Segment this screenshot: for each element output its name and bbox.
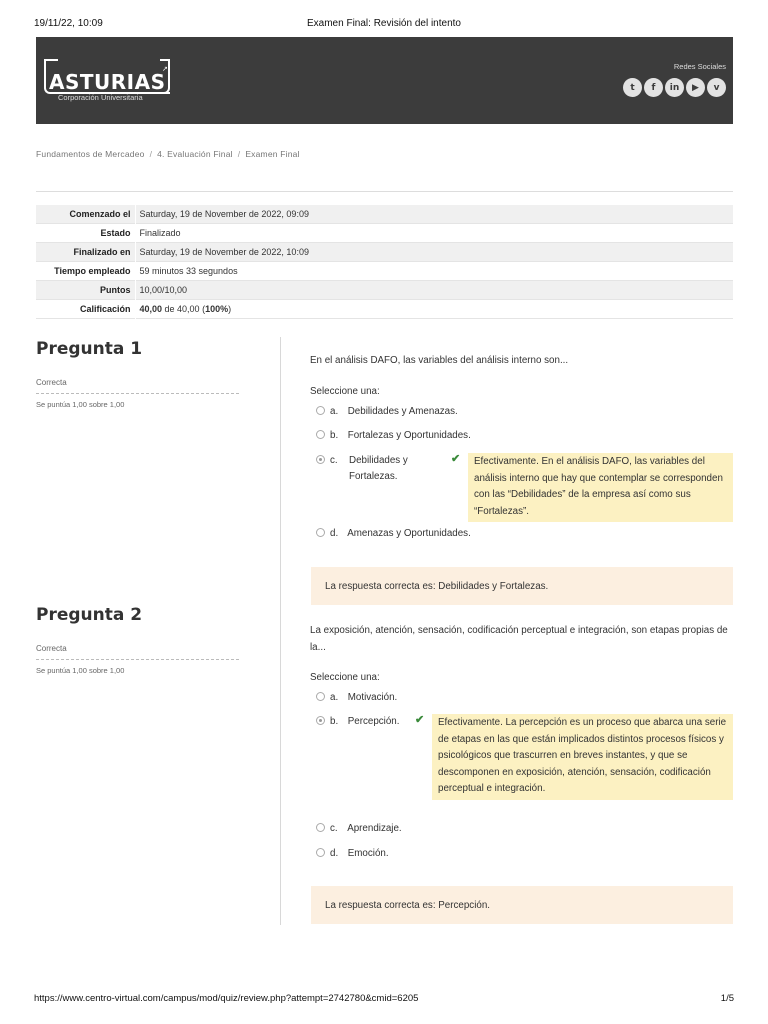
summary-row: [36, 281, 733, 300]
answer-option[interactable]: [316, 846, 389, 862]
correct-answer-text: La respuesta correcta es: Debilidades y Fortalezas.: [325, 580, 549, 592]
question-text: En el análisis DAFO, las variables del análisis interno son...: [310, 355, 569, 366]
divider: [36, 191, 733, 192]
option-text: Debilidades y Fortalezas.: [349, 455, 408, 482]
linkedin-icon[interactable]: in: [665, 78, 684, 97]
summary-label: Comenzado el: [36, 205, 135, 224]
radio-button[interactable]: [316, 823, 325, 832]
site-banner: [36, 37, 733, 124]
radio-button[interactable]: [316, 406, 325, 415]
answer-option[interactable]: [316, 526, 471, 542]
radio-button[interactable]: [316, 528, 325, 537]
logo-arrow-icon: ↗: [162, 66, 168, 73]
question-info: [36, 605, 239, 675]
question-title: Pregunta 1: [36, 339, 143, 359]
option-text: Fortalezas y Oportunidades.: [347, 430, 471, 441]
print-title: Examen Final: Revisión del intento: [307, 18, 461, 29]
correct-check-icon: ✔: [415, 714, 425, 726]
summary-row: [36, 262, 733, 281]
specific-feedback: Efectivamente. La percepción es un proceso que abarca una serie de etapas en las que están implicados distintos procesos físicos y psicológicos que trascurren en breves instantes, y que se descomponen en exposición, atención, sensación, codificación perceptual e integración.: [432, 714, 733, 800]
logo-subtitle: Corporación Universitaria: [58, 93, 143, 102]
vimeo-icon[interactable]: v: [707, 78, 726, 97]
radio-button[interactable]: [316, 848, 325, 857]
summary-row: [36, 243, 733, 262]
answer-option[interactable]: [316, 690, 397, 706]
option-letter: a.: [330, 692, 339, 703]
summary-label: Calificación: [36, 300, 135, 319]
correct-answer-text: La respuesta correcta es: Percepción.: [325, 899, 491, 911]
option-letter: d.: [330, 848, 339, 859]
option-letter: d.: [330, 528, 339, 539]
summary-row: [36, 205, 733, 224]
grade-close: ): [228, 304, 232, 314]
logo-wordmark: ASTURIAS: [49, 70, 166, 94]
question-state: Correcta: [36, 378, 239, 394]
youtube-icon[interactable]: ▶: [686, 78, 705, 97]
facebook-icon[interactable]: f: [644, 78, 663, 97]
option-text: Percepción.: [347, 716, 400, 727]
asturias-logo[interactable]: [44, 59, 172, 107]
option-text: Emoción.: [347, 848, 389, 859]
question-text: La exposición, atención, sensación, codificación perceptual e integración, son etapas propias de la...: [310, 625, 728, 653]
option-text: Aprendizaje.: [347, 823, 402, 834]
question-title: Pregunta 2: [36, 605, 143, 625]
summary-value: Saturday, 19 de November de 2022, 10:09: [135, 243, 733, 262]
option-text: Amenazas y Oportunidades.: [347, 528, 471, 539]
radio-button[interactable]: [316, 430, 325, 439]
breadcrumb-separator: /: [237, 149, 241, 159]
select-prompt: Seleccione una:: [310, 672, 380, 683]
specific-feedback: Efectivamente. En el análisis DAFO, las variables del análisis interno que hay que contemplar se corresponden con las “Debilidades” de la empresa así como sus “Fortalezas”.: [468, 453, 733, 522]
breadcrumb-separator: /: [149, 149, 153, 159]
select-prompt: Seleccione una:: [310, 386, 380, 397]
social-label: Redes Sociales: [673, 62, 726, 71]
twitter-icon[interactable]: t: [623, 78, 642, 97]
option-text: Debilidades y Amenazas.: [347, 406, 458, 417]
question-grade: Se puntúa 1,00 sobre 1,00: [36, 666, 125, 675]
question-state: Correcta: [36, 644, 239, 660]
summary-value: 10,00/10,00: [135, 281, 733, 300]
option-letter: c.: [330, 455, 338, 466]
summary-label: Tiempo empleado: [36, 262, 135, 281]
summary-grade-value: [135, 300, 733, 319]
print-datetime: 19/11/22, 10:09: [34, 18, 103, 29]
question-info: [36, 339, 239, 409]
grade-of: de 40,00 (: [162, 304, 206, 314]
question-grade: Se puntúa 1,00 sobre 1,00: [36, 400, 125, 409]
summary-label: Finalizado en: [36, 243, 135, 262]
attempt-summary-table: [36, 205, 733, 319]
answer-option[interactable]: [316, 821, 402, 837]
column-divider: [280, 337, 281, 925]
option-letter: b.: [330, 430, 339, 441]
summary-row: [36, 224, 733, 243]
option-letter: b.: [330, 716, 339, 727]
breadcrumb-course[interactable]: Fundamentos de Mercadeo: [36, 149, 145, 159]
breadcrumb-evaluation[interactable]: 4. Evaluación Final: [157, 149, 233, 159]
answer-option[interactable]: [316, 428, 471, 444]
grade-score: 40,00: [139, 304, 163, 314]
page-number: 1/5: [720, 993, 734, 1004]
correct-check-icon: ✔: [451, 453, 461, 465]
answer-option-selected[interactable]: [316, 453, 446, 485]
social-icons: [623, 78, 726, 97]
print-header: [34, 18, 734, 32]
radio-button-selected[interactable]: [316, 716, 325, 725]
option-text: Motivación.: [347, 692, 398, 703]
grade-percent: 100%: [205, 304, 229, 314]
option-letter: a.: [330, 406, 339, 417]
breadcrumb-exam[interactable]: Examen Final: [245, 149, 300, 159]
summary-value: 59 minutos 33 segundos: [139, 266, 238, 276]
summary-label: Estado: [36, 224, 135, 243]
breadcrumb: [36, 149, 300, 159]
summary-value: Finalizado: [139, 228, 181, 238]
radio-button-selected[interactable]: [316, 455, 325, 464]
summary-label: Puntos: [36, 281, 135, 300]
option-letter: c.: [330, 823, 338, 834]
summary-row: [36, 300, 733, 319]
page-url: https://www.centro-virtual.com/campus/mod/quiz/review.php?attempt=2742780&cmid=6205: [34, 993, 419, 1004]
answer-option-selected[interactable]: [316, 714, 399, 730]
correct-answer-box: [311, 567, 733, 605]
answer-option[interactable]: [316, 404, 458, 420]
radio-button[interactable]: [316, 692, 325, 701]
summary-value: Saturday, 19 de November de 2022, 09:09: [135, 205, 733, 224]
correct-answer-box: [311, 886, 733, 924]
